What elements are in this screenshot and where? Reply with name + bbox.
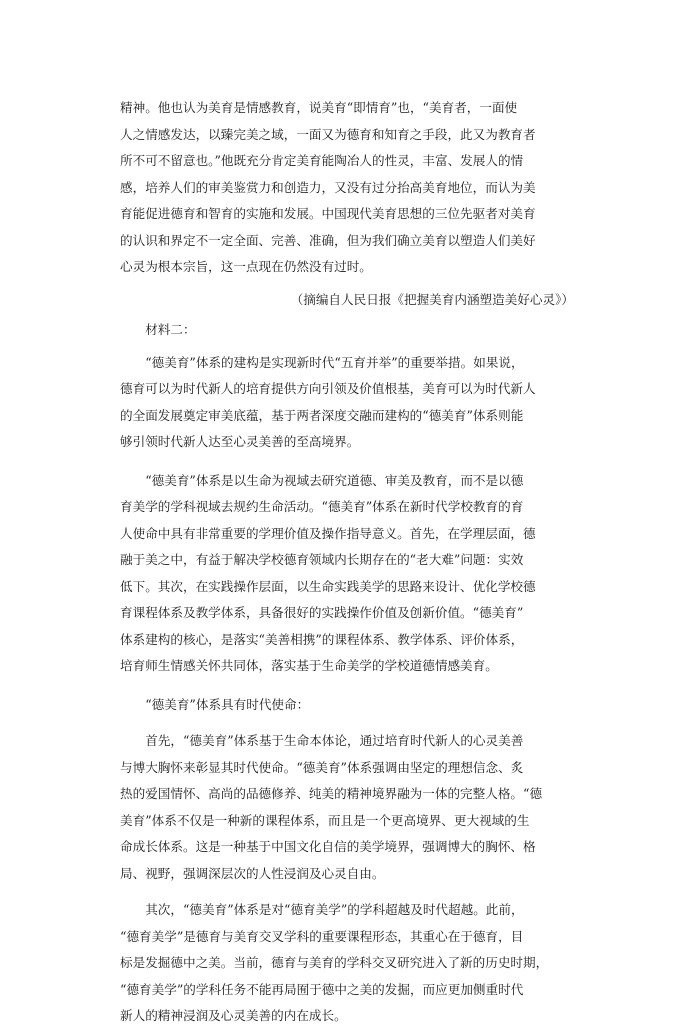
source-citation: （摘编自人民日报《把握美育内涵塑造美好心灵》）	[290, 291, 574, 307]
material-two-heading: 材料二：	[145, 322, 196, 337]
paragraph-mission-heading: “德美育”体系具有时代使命：	[145, 696, 310, 712]
document-page	[120, 95, 576, 1030]
paragraph-first-mission: 首先，“德美育”体系基于生命本体论，通过培育时代新人的心灵美善 与博大胸怀来彰显其时代使命。“德美育”体系强调由坚定的理想信念、炙 热的爱国情怀、高尚的品德修养、纯美的精神境界融为一体的完整人格。“德 美育”体系不仅是一种新的课程体系，而且是一个更高境界、更大视域的生 命成长体系。这是一种基于中国文化自信的美学境界，强调博大的胸怀、格 局、视野，强调深层次的人性浸润及心灵自由。	[120, 733, 543, 881]
paragraph-demeiyu-construction: “德美育”体系的建构是实现新时代“五育并举”的重要举措。如果说， 德育可以为时代新人的培育提供方向引领及价值根基，美育可以为时代新人 的全面发展奠定审美底蕴，基于两者深度交融而建构的“德美育”体系则能 够引领时代新人达至心灵美善的至高境界。	[120, 354, 536, 449]
paragraph-demeiyu-significance: “德美育”体系是以生命为视域去研究道德、审美及教育，而不是以德 育美学的学科视域去规约生命活动。“德美育”体系在新时代学校教育的育 人使命中具有非常重要的学理价值及操作指导意义。首先，在学理层面，德 融于美之中，有益于解决学校德育领域内长期存在的“老大难”问题：实效 低下。其次，在实践操作层面，以生命实践美学的思路来设计、优化学校德 育课程体系及教学体系，具备很好的实践操作价值及创新价值。“德美育” 体系建构的核心，是落实“美善相携”的课程体系、教学体系、评价体系， 培育师生情感关怀共同体，落实基于生命美学的学校道德情感美育。	[120, 472, 536, 673]
paragraph-second-mission: 其次，“德美育”体系是对“德育美学”的学科超越及时代超越。此前， “德育美学”是德育与美育交叉学科的重要课程形态，其重心在于德育，目 标是发掘德中之美。当前，德育与美育的学科交叉研究进入了新的历史时期， “德育美学”的学科任务不能再局囿于德中之美的发掘，而应更加侧重时代 新人的精神浸润及心灵美善的内在成长。	[120, 902, 549, 1023]
paragraph-meiyu-pioneers: 精神。他也认为美育是情感教育，说美育“即情育”也，“美育者，一面使 人之情感发达，以臻完美之域，一面又为德育和知育之手段，此又为教育者 所不可不留意也。”他既充分肯定美育能陶冶人的性灵，丰富、发展人的情 感，培养人们的审美鉴赏力和创造力，又没有过分抬高美育地位，而认为美 育能促进德育和智育的实施和发展。中国现代美育思想的三位先驱者对美育 的认识和界定不一定全面、完善、准确，但为我们确立美育以塑造人们美好 心灵为根本宗旨，这一点现在仍然没有过时。	[120, 100, 536, 274]
